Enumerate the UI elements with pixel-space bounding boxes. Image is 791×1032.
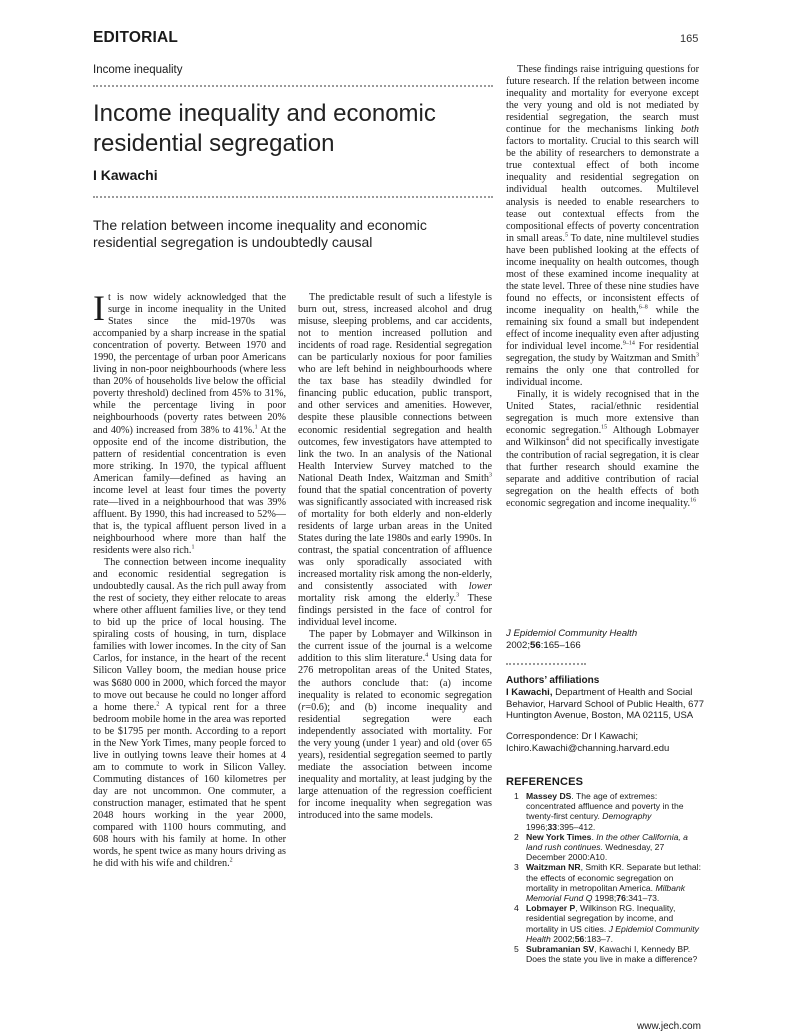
body-text: A typical rent for a three bedroom mobile home in the area was reported to be $1795 per month. According to a report in the New York Times, many people forced to live in outlying towns leave their homes at 4 am to commute to work in Silicon Valley. Commuting distances of 160 kilometres per day are not uncommon. One commuter, a construction manager, estimated that he spent 2048 hours working in the year 2000, compared with 1100 hours commuting, and 608 hours with his family at home. In other words, he spent twice as many hours driving as he did with his wife and children. xyxy=(93,701,286,870)
affiliation-address: Department of Health and Social Behavior, Harvard School of Public Health, 677 Huntington Avenue, Boston, MA 02115, USA xyxy=(506,687,705,722)
body-text: mortality risk among the elderly. xyxy=(298,593,457,605)
article-category: Income inequality xyxy=(93,64,183,76)
article-author: I Kawachi xyxy=(93,167,158,183)
body-paragraph xyxy=(506,64,699,389)
reference-authors: Massey DS xyxy=(526,791,572,801)
body-text: The paper by Lobmayer and Wilkinson in the current issue of the journal is a welcome addition to this slim literature. xyxy=(298,629,492,665)
references-list xyxy=(506,791,702,964)
body-column-2 xyxy=(298,292,492,822)
reference-number: 5 xyxy=(514,944,519,955)
footer-url: www.jech.com xyxy=(637,1021,701,1032)
article-standfirst: The relation between income inequality and economic residential segregation is undoubtedly causal xyxy=(93,217,427,250)
citation-marker: 4 xyxy=(565,437,569,444)
reference-volume: 56 xyxy=(574,933,585,944)
citation-marker: 1 xyxy=(254,424,258,431)
citation-marker: 3 xyxy=(696,352,699,359)
section-label: EDITORIAL xyxy=(93,29,179,46)
emphasis: r xyxy=(301,701,306,713)
citation-marker: 4 xyxy=(425,653,429,660)
reference-authors: Subramanian SV xyxy=(526,944,595,955)
reference-authors: New York Times xyxy=(526,831,592,842)
reference-volume: 33 xyxy=(547,821,558,832)
reference-text: , Kawachi I, Kennedy BP. Does the state you live in make a difference? xyxy=(526,944,698,965)
citation-marker: 16 xyxy=(690,497,697,504)
body-text: For residential segregation, the study by Waitzman and Smith xyxy=(506,341,699,365)
dotted-divider xyxy=(506,663,586,665)
article-title: Income inequality and economic residential segregation xyxy=(93,100,436,157)
reference-journal: In the other California, a land rush continues. xyxy=(526,831,688,853)
body-text: did not specifically investigate the contribution of racial segregation, it is clear that further research should examine the separate and additive contribution of racial segregation on the health effects of both economic segregation and income inequality. xyxy=(506,437,699,509)
dotted-divider xyxy=(93,196,493,198)
reference-number: 1 xyxy=(514,791,519,801)
body-text: remains the only one that controlled for individual income. xyxy=(506,365,699,389)
body-column-1 xyxy=(93,288,286,870)
reference-year: 1996; xyxy=(526,821,548,832)
affiliations-heading: Authors’ affiliations xyxy=(506,675,600,686)
body-text: t is now widely acknowledged that the surge in income inequality in the United States since the mid-1970s was accompanied by a sharp increase in the spatial concentration of poverty. Between 1970 and 1990, the percentage of urban poor Americans living in non-poor neighbourhoods (where less than 20% of households live below the official poverty threshold) declined from 45% to 31%, while the percentage living in poor neighbourhoods (poverty rates between 20% and 40%) increased from 38% to 41%. xyxy=(93,292,286,436)
body-paragraph xyxy=(93,557,286,870)
body-text: At the opposite end of the income distribution, the pattern of residential concentration is even more striking. In 1970, the typical affluent American family—defined as having an income level at least four times the poverty rate—lived in a neighbourhood that was 39% affluent. By 1990, this had increased to 52%—that is, the typical affluent person lived in a neighbourhood where more than half the residents were also rich. xyxy=(93,424,286,556)
body-text: Finally, it is widely recognised that in the United States, racial/ethnic residential segregation is much more extensive than economic segregation. xyxy=(506,389,699,437)
reference-text: , Wilkinson RG. Inequality, residential segregation by income, and mortality in US cities. xyxy=(526,903,676,934)
reference-item xyxy=(506,903,702,944)
dotted-divider xyxy=(93,85,493,87)
reference-number: 3 xyxy=(514,862,519,873)
body-text: These findings raise intriguing questions for future research. If the relation between income inequality and mortality for everyone except the very young and old is not mediated by residential segregation, the search must continue for the mechanisms linking xyxy=(506,64,699,136)
reference-text: . xyxy=(591,831,597,842)
reference-journal: J Epidemiol Community Health xyxy=(526,923,699,944)
reference-volume: 76 xyxy=(616,893,626,904)
citation-marker: 1 xyxy=(191,544,195,551)
correspondence-name: Correspondence: Dr I Kawachi; xyxy=(506,731,639,742)
reference-pages: :183–7. xyxy=(584,933,613,944)
body-text: =0.6); and (b) income inequality and residential segregation were each independently associated with mortality. For the very young (under 1 year) and old (over 65 years), residential segregation seemed to partly mediate the association between income inequality and mortality, at least judging by the large attenuation of the regression coefficient for income inequality when segregation was introduced into the same models. xyxy=(298,701,492,822)
journal-citation xyxy=(506,628,699,652)
references-heading: REFERENCES xyxy=(506,776,584,788)
citation-pages: :165–166 xyxy=(540,640,581,651)
reference-journal: Demography xyxy=(602,811,652,822)
body-text: found that the spatial concentration of poverty was significantly associated with increased risk of mortality for both elderly and non-elderly residents of large urban areas in the United States during the late 1980s and early 1990s. In contrast, the spatial concentration of affluence was only sporadically associated with increased mortality risk among the non-elderly, and consistently associated with xyxy=(298,484,492,593)
body-text: The connection between income inequality and economic residential segregation is undoubtedly causal. As the rich pull away from the rest of society, they either relocate to areas where other affluent families live, or they tend to bid up the price of local housing. The spiraling costs of housing, in turn, displace families with lower incomes. In the city of San Carlos, for instance, in the heart of the recent Silicon Valley boom, the median house price was $680 000 in 2000, which forced the mayor to move out because he could no longer afford a home there. xyxy=(93,557,286,713)
reference-authors: Lobmayer P xyxy=(526,903,576,914)
citation-marker: 2 xyxy=(229,857,233,864)
citation-volume: 56 xyxy=(530,640,541,651)
reference-item xyxy=(506,944,702,964)
page-number: 165 xyxy=(680,33,699,45)
emphasis: lower xyxy=(468,581,492,593)
reference-year: 2002; xyxy=(550,933,575,944)
drop-cap: I xyxy=(93,288,105,328)
affiliation-author: I Kawachi, xyxy=(506,687,553,698)
body-text: factors to mortality. Crucial to this search will be the ability of researchers to demonstrate a true contextual effect of both income inequality and residential segregation on individual health outcomes. Multilevel analysis is needed to enable researchers to tease out contextual effects from the compositional effects of poverty concentration in small areas. xyxy=(506,136,699,244)
reference-year: Wednesday, 27 December 2000:A10. xyxy=(526,842,665,863)
reference-pages: :341–73. xyxy=(625,893,660,904)
reference-number: 4 xyxy=(514,903,519,914)
citation-marker: 6–8 xyxy=(638,304,648,311)
correspondence xyxy=(506,731,706,754)
body-paragraph xyxy=(298,629,492,822)
body-text: while the remaining six found a small but independent effect of income inequality even after adjusting for individual level income. xyxy=(506,304,699,353)
reference-pages: :395–412. xyxy=(557,821,596,832)
body-text: To date, nine multilevel studies have been published looking at the effects of income inequality on health outcomes, though most of these examined income inequality at the state level. Three of these nine studies have found no effects, or inconsistent effects of income inequality on health, xyxy=(506,232,699,316)
citation-marker: 9–14 xyxy=(622,340,635,347)
reference-item xyxy=(506,791,702,832)
citation-marker: 3 xyxy=(456,592,460,599)
citation-marker: 5 xyxy=(565,232,569,239)
body-text: Although Lobmayer and Wilkinson xyxy=(506,425,699,449)
body-text: Using data for 276 metropolitan areas of the United States, the authors conclude that: (a) income inequality is related to economic segregation ( xyxy=(298,653,493,713)
journal-name: J Epidemiol Community Health xyxy=(506,628,638,639)
reference-authors: Waitzman NR xyxy=(526,862,581,873)
correspondence-email: Ichiro.Kawachi@channing.harvard.edu xyxy=(506,742,670,754)
reference-number: 2 xyxy=(514,831,519,842)
body-column-3 xyxy=(506,64,699,510)
citation-marker: 3 xyxy=(489,472,492,479)
citation-marker: 2 xyxy=(156,701,160,708)
reference-item xyxy=(506,832,702,863)
body-text: These findings persisted in the face of control for individual level income. xyxy=(298,593,492,629)
body-text: The predictable result of such a lifestyle is burn out, stress, increased alcohol and drug misuse, sleeping problems, and car accidents, not to mention increased pollution and incidents of road rage. Residential segregation can be particularly noxious for poor families who are left behind in neighbourhoods where the tax base has steadily dwindled for financing public education, public transport, and other services and amenities. However, despite these plausible connections between economic residential segregation and health outcomes, few investigators have attempted to link the two. In an analysis of the National Health Interview Survey matched to the National Death Index, Waitzman and Smith xyxy=(298,292,492,484)
citation-year: 2002; xyxy=(506,640,531,651)
body-paragraph xyxy=(93,288,286,557)
citation-marker: 15 xyxy=(601,425,608,432)
reference-item xyxy=(506,862,702,903)
body-paragraph xyxy=(298,292,492,629)
reference-text: . The age of extremes: concentrated affluence and poverty in the twenty-first century. xyxy=(526,791,684,822)
affiliations-text xyxy=(506,687,706,722)
body-paragraph xyxy=(506,389,699,509)
reference-year: 1998; xyxy=(592,893,617,904)
reference-text: , Smith KR. Separate but lethal: the effects of economic segregation on mortality in metropolitan America. xyxy=(526,862,701,893)
reference-journal: Milbank Memorial Fund Q xyxy=(526,882,686,904)
emphasis: both xyxy=(680,124,699,136)
